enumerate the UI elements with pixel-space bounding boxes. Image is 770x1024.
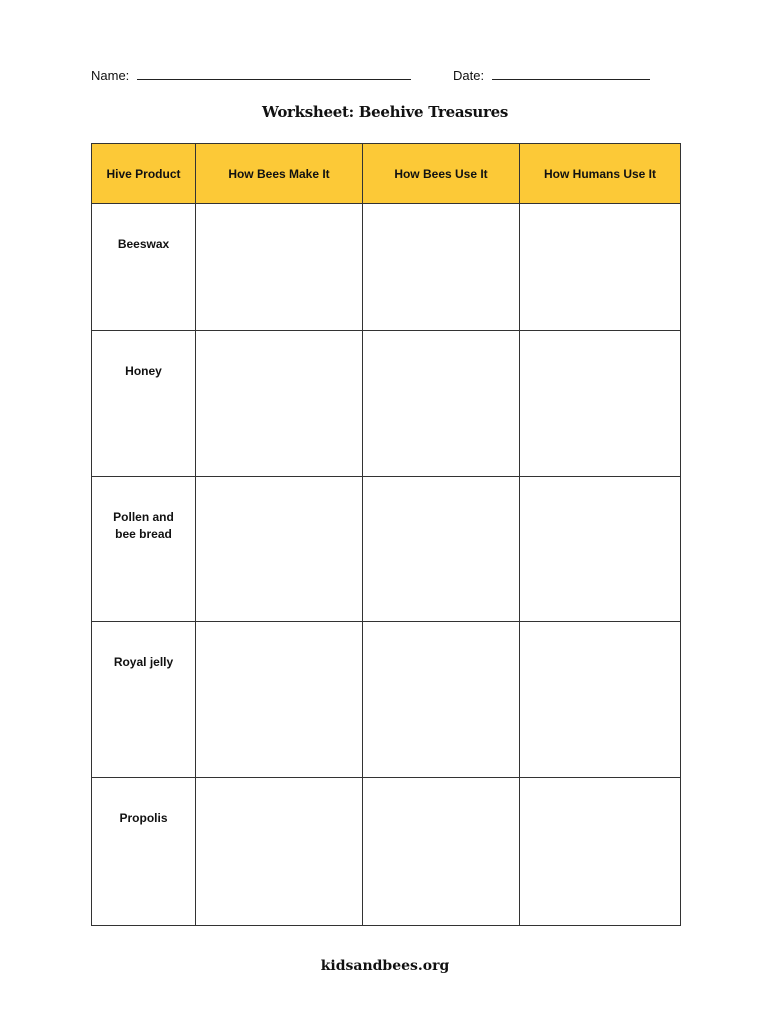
worksheet-table [91, 143, 681, 926]
name-blank-line[interactable] [137, 67, 411, 80]
product-cell [92, 477, 196, 622]
answer-cell-humans-use[interactable] [520, 778, 681, 926]
date-blank-line[interactable] [492, 67, 650, 80]
table-row [92, 622, 681, 778]
answer-cell-bees-use[interactable] [363, 477, 520, 622]
answer-cell-humans-use[interactable] [520, 331, 681, 477]
name-field [91, 67, 411, 83]
product-label: Pollen and bee bread [113, 510, 174, 541]
worksheet-title: Worksheet: Beehive Treasures [262, 103, 508, 121]
answer-cell-bees-use[interactable] [363, 778, 520, 926]
table-row [92, 331, 681, 477]
product-label: Beeswax [117, 237, 170, 251]
answer-cell-humans-use[interactable] [520, 204, 681, 331]
answer-cell-make[interactable] [196, 331, 363, 477]
column-header-hive-product: Hive Product [92, 144, 196, 204]
answer-cell-humans-use[interactable] [520, 622, 681, 778]
table-row [92, 477, 681, 622]
product-cell [92, 331, 196, 477]
product-label: Royal jelly [113, 655, 174, 669]
column-header-how-humans-use-it: How Humans Use It [520, 144, 681, 204]
answer-cell-bees-use[interactable] [363, 622, 520, 778]
header-fields [91, 67, 691, 85]
answer-cell-make[interactable] [196, 477, 363, 622]
product-label: Honey [125, 364, 162, 378]
date-field [453, 67, 650, 83]
table-row [92, 778, 681, 926]
product-cell [92, 622, 196, 778]
product-cell [92, 778, 196, 926]
answer-cell-bees-use[interactable] [363, 204, 520, 331]
product-cell [92, 204, 196, 331]
name-label: Name: [91, 68, 130, 83]
answer-cell-make[interactable] [196, 204, 363, 331]
answer-cell-bees-use[interactable] [363, 331, 520, 477]
answer-cell-make[interactable] [196, 622, 363, 778]
answer-cell-make[interactable] [196, 778, 363, 926]
date-label: Date: [453, 68, 485, 83]
table-row [92, 204, 681, 331]
footer-website: kidsandbees.org [320, 958, 450, 974]
column-header-how-bees-use-it: How Bees Use It [363, 144, 520, 204]
table-header-row [92, 144, 681, 204]
product-label: Propolis [119, 811, 168, 825]
column-header-how-bees-make-it: How Bees Make It [196, 144, 363, 204]
answer-cell-humans-use[interactable] [520, 477, 681, 622]
